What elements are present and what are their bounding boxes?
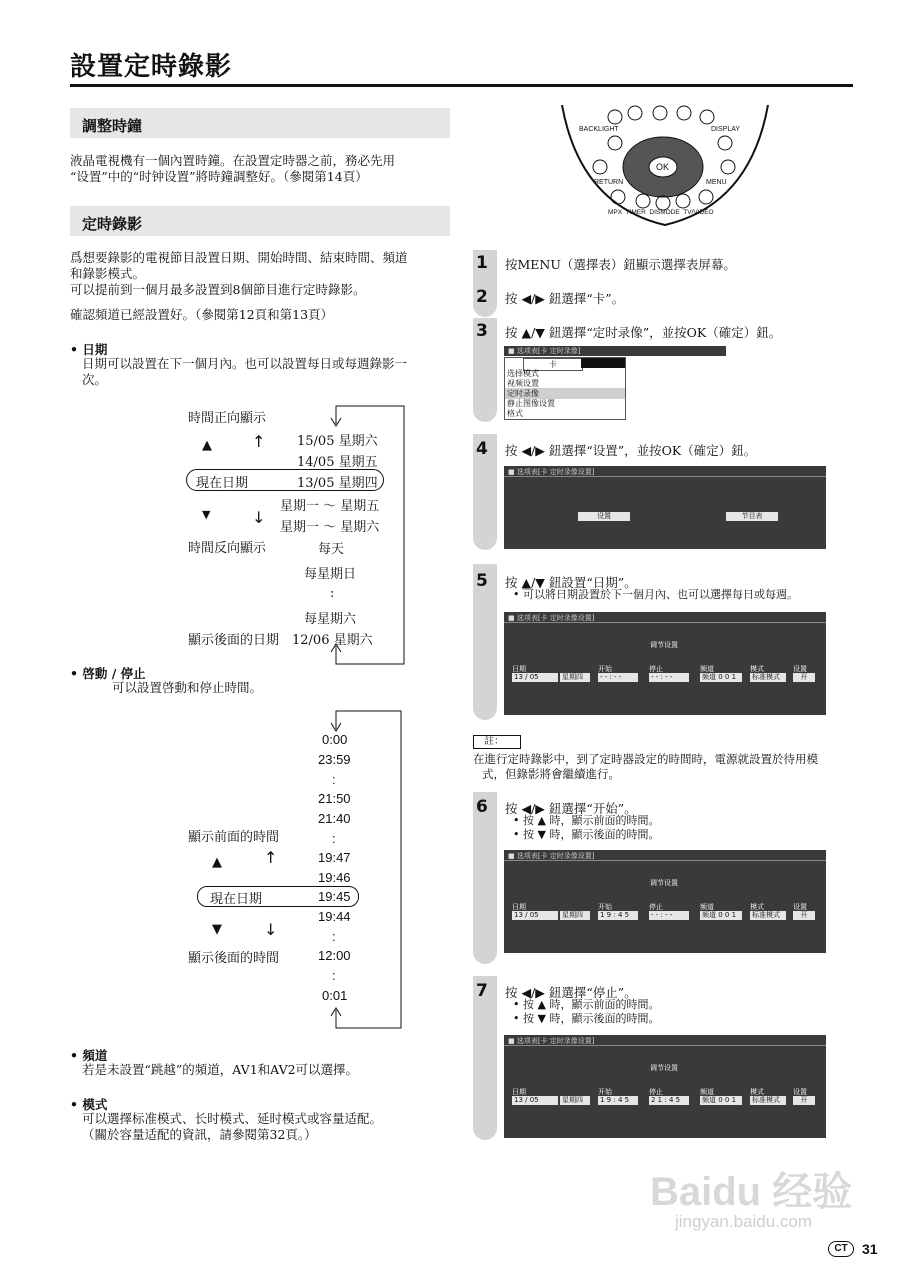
down-arrow-icon: ↓ <box>252 508 266 527</box>
timer-screen-step6 <box>504 850 826 953</box>
date-seq-item: : <box>330 586 335 601</box>
step-text: 按 ▲/▼ 鈕選擇“定时录像”，並按OK（確定）鈕。 <box>505 325 782 340</box>
start-stop-heading: • 啓動 / 停止 <box>70 664 146 682</box>
text-line: 爲想要錄影的電視節目設置日期、開始時間、結束時間、頻道 <box>70 250 408 265</box>
prev-time-label: 顯示前面的時間 <box>188 830 280 845</box>
step-note: • 按 ▲ 時，顯示前面的時間。 <box>513 814 659 828</box>
reverse-label: 時間反向顯示 <box>188 541 267 556</box>
text-line: （關於容量适配的資訊，請參閱第32頁。） <box>82 1127 317 1142</box>
time-seq-item: : <box>332 929 336 944</box>
text-line: 在進行定時錄影中，到了定時器設定的時間時，電源就設置於待用模 <box>473 752 818 766</box>
down-icon: ▼ <box>202 508 211 521</box>
time-cycle-loop <box>325 703 405 1033</box>
down-icon: ▼ <box>212 922 222 937</box>
program-list-button[interactable]: 节目表 <box>726 512 778 521</box>
osd-label: 开始 <box>598 903 612 911</box>
date-seq-item: 15/05 星期六 <box>297 434 378 449</box>
text-line: “设置”中的“时钟设置”將時鐘調整好。（參閱第14頁） <box>70 169 368 184</box>
osd-title: 调节设置 <box>650 879 678 887</box>
mode-value[interactable]: 标准模式 <box>750 911 786 920</box>
remote-bottom-labels: MPX TIMER DISMODE TV/VIDEO <box>608 209 714 216</box>
watermark-logo: Baidu 经验 <box>650 1170 853 1214</box>
date-seq-item: 12/06 星期六 <box>292 633 373 648</box>
date-seq-item: 13/05 星期四 <box>297 476 378 491</box>
step-text: 按 ◀/▶ 鈕選擇“卡”。 <box>505 291 625 306</box>
mode-text <box>82 1111 450 1143</box>
time-seq-item: 19:45 <box>318 889 351 904</box>
menu-item[interactable]: 格式 <box>507 409 523 418</box>
menu-item[interactable]: 视频设置 <box>507 379 539 388</box>
day-value[interactable]: 星期四 <box>560 911 590 920</box>
menu-bar: ■ 选项表[卡 定时录像设置] <box>504 1035 826 1046</box>
return-label: RETURN <box>594 179 624 186</box>
date-seq-item: 星期一 ～ 星期六 <box>280 520 380 535</box>
menu-item[interactable]: 选择模式 <box>507 369 539 378</box>
next-time-label: 顯示後面的時間 <box>188 951 280 966</box>
menu-item-selected[interactable]: 定时录像 <box>505 388 625 399</box>
time-seq-item: 0:01 <box>322 988 348 1003</box>
note-tag: 註： <box>473 735 521 749</box>
date-seq-item: 每天 <box>318 542 345 557</box>
date-seq-item: 每星期日 <box>304 567 357 582</box>
back-date-label: 顯示後面的日期 <box>188 633 280 648</box>
osd-label: 频道 <box>700 1088 714 1096</box>
menu-bar: ■ 选项表[卡 定时录像设置] <box>504 850 826 861</box>
osd-title: 调节设置 <box>650 641 678 649</box>
osd-label: 日期 <box>512 1088 526 1096</box>
channel-value[interactable]: 频道 0 0 1 <box>700 673 742 682</box>
text-line: 和錄影模式。 <box>70 266 146 281</box>
step-number: 7 <box>476 981 488 1001</box>
menu-bar: ■ 选项表[卡 定时录像设置] <box>504 466 826 477</box>
display-label: DISPLAY <box>711 126 741 133</box>
section-clock-text <box>70 153 450 185</box>
date-text <box>82 356 450 388</box>
step-bar <box>473 792 497 964</box>
step-number: 6 <box>476 797 488 817</box>
step-note: • 按 ▼ 時，顯示後面的時間。 <box>513 828 659 842</box>
section-timer-title: 定時錄影 <box>70 206 450 236</box>
set-value[interactable]: 开 <box>793 911 815 920</box>
step-number: 2 <box>476 287 488 307</box>
text-line: 可以提前到一個月最多設置到8個節目進行定時錄影。 <box>70 282 366 297</box>
stop-value[interactable]: 2 1 : 4 5 <box>649 1096 689 1105</box>
mode-value[interactable]: 标准模式 <box>750 673 786 682</box>
mode-heading: • 模式 <box>70 1095 107 1113</box>
osd-label: 开始 <box>598 1088 612 1096</box>
step-text: 按 ▲/▼ 鈕設置“日期”。 <box>505 575 637 590</box>
step-text: 按MENU（選擇表）鈕顯示選擇表屏幕。 <box>505 257 736 272</box>
osd-label: 停止 <box>649 903 663 911</box>
set-value[interactable]: 开 <box>793 673 815 682</box>
day-value[interactable]: 星期四 <box>560 673 590 682</box>
date-value[interactable]: 13 / 05 <box>512 1096 558 1105</box>
up-arrow-icon: ↑ <box>252 432 266 451</box>
time-seq-item: : <box>332 968 336 983</box>
current-date-label: 現在日期 <box>196 476 249 491</box>
timer-screen-step5 <box>504 612 826 715</box>
time-seq-item: 19:44 <box>318 909 351 924</box>
step-note: • 按 ▲ 時，顯示前面的時間。 <box>513 998 659 1012</box>
stop-value[interactable]: - - : - - <box>649 911 689 920</box>
title-rule <box>70 84 853 87</box>
menu-tab-dark <box>581 358 625 368</box>
menu-label: MENU <box>706 179 727 186</box>
time-seq-item: 19:47 <box>318 850 351 865</box>
channel-heading: • 頻道 <box>70 1046 107 1064</box>
start-value[interactable]: 1 9 : 4 5 <box>598 1096 638 1105</box>
section-clock-title: 調整時鐘 <box>70 108 450 138</box>
menu-item[interactable]: 静止图像设置 <box>507 399 555 408</box>
channel-value[interactable]: 频道 0 0 1 <box>700 911 742 920</box>
channel-value[interactable]: 频道 0 0 1 <box>700 1096 742 1105</box>
step-text: 按 ◀/▶ 鈕選擇“设置”，並按OK（確定）鈕。 <box>505 443 757 458</box>
osd-label: 停止 <box>649 665 663 673</box>
text-line: 式，但錄影將會繼續進行。 <box>482 767 620 781</box>
start-value[interactable]: 1 9 : 4 5 <box>598 911 638 920</box>
osd-label: 模式 <box>750 665 764 673</box>
osd-label: 停止 <box>649 1088 663 1096</box>
time-seq-item: : <box>332 831 336 846</box>
step-number: 5 <box>476 571 488 591</box>
note-text <box>473 752 818 782</box>
mode-value[interactable]: 标准模式 <box>750 1096 786 1105</box>
text-line: 可以選擇标准模式、长时模式、延时模式或容量适配。 <box>82 1111 383 1126</box>
osd-label: 设置 <box>793 1088 807 1096</box>
set-value[interactable]: 开 <box>793 1096 815 1105</box>
step-number: 3 <box>476 321 488 341</box>
date-heading: • 日期 <box>70 340 107 358</box>
date-value[interactable]: 13 / 05 <box>512 911 558 920</box>
page-number: 31 <box>862 1241 878 1257</box>
date-seq-item: 每星期六 <box>304 612 357 627</box>
date-cycle-loop <box>325 398 410 670</box>
day-value[interactable]: 星期四 <box>560 1096 590 1105</box>
time-seq-item: 0:00 <box>322 732 348 747</box>
timer-screen-step7 <box>504 1035 826 1138</box>
osd-label: 日期 <box>512 665 526 673</box>
date-seq-item: 星期一 ～ 星期五 <box>280 499 380 514</box>
menu-bar: ■ 选项表[卡 定时录像] <box>504 346 726 356</box>
backlight-label: BACKLIGHT <box>579 126 619 133</box>
time-seq-item: : <box>332 772 336 787</box>
time-seq-item: 23:59 <box>318 752 351 767</box>
confirm-channel-text: 確認頻道已經設置好。（參閱第12頁和第13頁） <box>70 307 334 322</box>
step-note: • 按 ▼ 時，顯示後面的時間。 <box>513 1012 659 1026</box>
menu4-screen <box>504 466 826 549</box>
osd-label: 设置 <box>793 903 807 911</box>
menu-list <box>504 357 626 420</box>
osd-label: 频道 <box>700 903 714 911</box>
text-line: 液晶電視機有一個內置時鐘。在設置定時器之前，務必先用 <box>70 153 396 168</box>
text-line: 日期可以設置在下一個月內。也可以設置每日或每週錄影一 <box>82 356 408 371</box>
step-text: 按 ◀/▶ 鈕選擇“开始”。 <box>505 801 637 816</box>
stop-value[interactable]: - - : - - <box>649 673 689 682</box>
menu-tab[interactable]: 卡 <box>523 358 583 371</box>
up-icon: ▲ <box>212 855 222 870</box>
start-stop-text: 可以設置啓動和停止時間。 <box>112 680 263 695</box>
step-number: 1 <box>476 253 488 273</box>
section-timer-text <box>70 250 450 298</box>
osd-label: 设置 <box>793 665 807 673</box>
osd-label: 模式 <box>750 1088 764 1096</box>
time-seq-item: 12:00 <box>318 948 351 963</box>
page-title: 設置定時錄影 <box>70 52 233 82</box>
current-time-label: 現在日期 <box>210 892 263 907</box>
time-seq-item: 21:50 <box>318 791 351 806</box>
osd-label: 日期 <box>512 903 526 911</box>
date-seq-item: 14/05 星期五 <box>297 455 378 470</box>
osd-label: 开始 <box>598 665 612 673</box>
osd-title: 调节设置 <box>650 1064 678 1072</box>
forward-label: 時間正向顯示 <box>188 411 267 426</box>
down-arrow-icon: ↓ <box>264 920 278 939</box>
time-seq-item: 19:46 <box>318 870 351 885</box>
watermark-url: jingyan.baidu.com <box>675 1212 813 1231</box>
time-seq-item: 21:40 <box>318 811 351 826</box>
text-line: 次。 <box>82 372 108 387</box>
up-arrow-icon: ↑ <box>264 848 278 867</box>
menu-bar: ■ 选项表[卡 定时录像设置] <box>504 612 826 623</box>
channel-text: 若是未設置“跳越”的頻道，AV1和AV2可以選擇。 <box>82 1062 359 1077</box>
setup-button[interactable]: 设置 <box>578 512 630 521</box>
step-text: 按 ◀/▶ 鈕選擇“停止”。 <box>505 985 637 1000</box>
start-value[interactable]: - - : - - <box>598 673 638 682</box>
osd-label: 频道 <box>700 665 714 673</box>
region-badge: CT <box>828 1241 854 1257</box>
date-value[interactable]: 13 / 05 <box>512 673 558 682</box>
up-icon: ▲ <box>202 438 212 453</box>
step-note: • 可以將日期設置於下一個月內、也可以選擇每日或每週。 <box>513 588 798 602</box>
ok-label: OK <box>656 162 670 172</box>
osd-label: 模式 <box>750 903 764 911</box>
step-number: 4 <box>476 439 488 459</box>
